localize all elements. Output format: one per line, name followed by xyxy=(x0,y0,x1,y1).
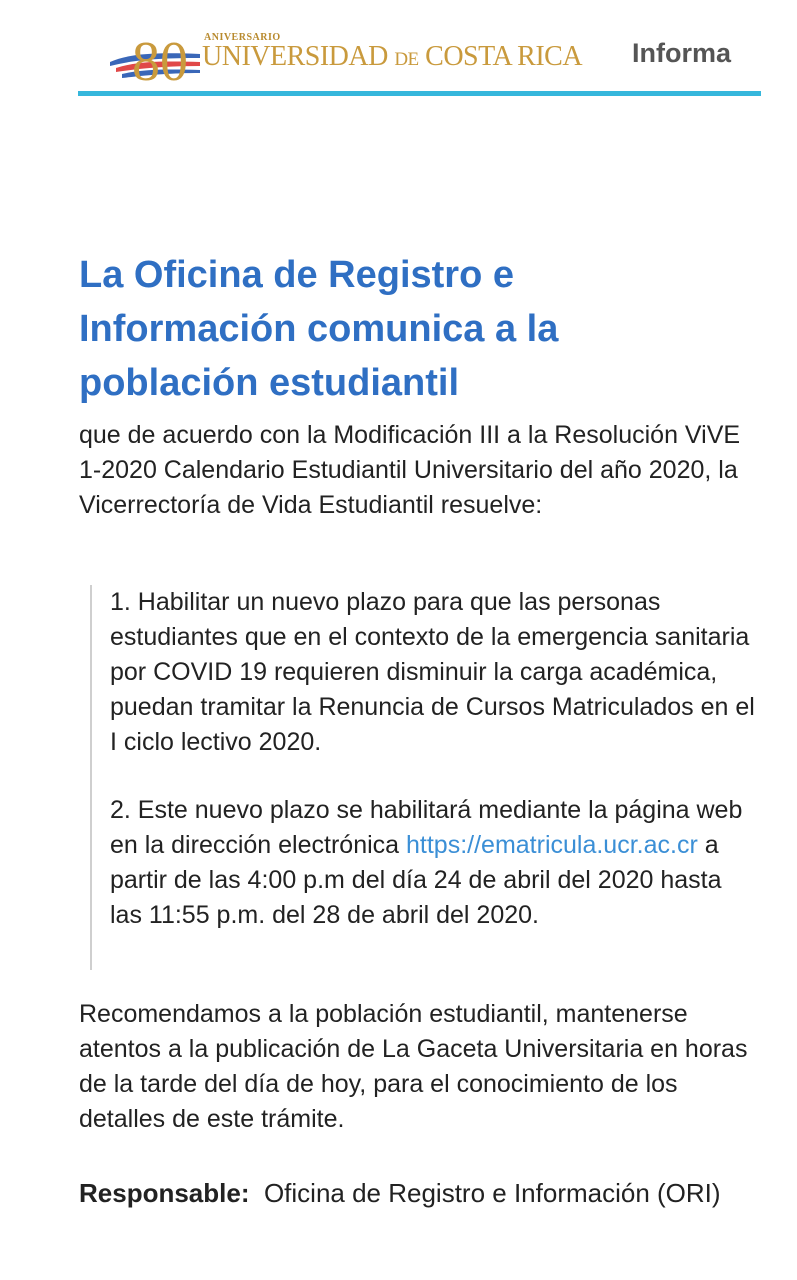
article-title: La Oficina de Registro e Información comunica a la población estudiantil xyxy=(79,254,559,404)
svg-text:80: 80 xyxy=(132,31,188,88)
logo-anniversary-text: ANIVERSARIO xyxy=(204,32,281,43)
item-2-text-before: 2. Este nuevo plazo se habilitará mediante la página web en la dirección electrónica xyxy=(110,796,743,859)
article-intro: que de acuerdo con la Modificación III a la Resolución ViVE 1-2020 Calendario Estudiantil Universitario del año 2020, la Vicerrectoría de Vida Estudiantil resuelve: xyxy=(79,421,741,519)
responsable-value: Oficina de Registro e Información (ORI) xyxy=(249,1178,721,1208)
ucr-80-aniversario-logo[interactable] xyxy=(108,28,583,88)
item-2-text-after: a partir de las 4:00 p.m del día 24 de abril del 2020 hasta las 11:55 p.m. del 28 de abril del 2020. xyxy=(110,831,722,929)
recommendation-paragraph: Recomendamos a la población estudiantil, mantenerse atentos a la publicación de La Gaceta Universitaria en horas de la tarde del día de hoy, para el conocimiento de los detalles de este trámite. xyxy=(79,1000,748,1133)
responsable-label: Responsable: xyxy=(79,1178,250,1208)
resolution-item-2 xyxy=(110,793,760,933)
header xyxy=(78,18,761,96)
anniversary-80-emblem xyxy=(108,28,203,88)
section-label-informa: Informa xyxy=(631,38,731,68)
ematricula-link[interactable]: https://ematricula.ucr.ac.cr xyxy=(406,831,698,859)
logo-university-name: UNIVERSIDAD DE COSTA RICA xyxy=(202,41,583,72)
resolution-item-1: 1. Habilitar un nuevo plazo para que las personas estudiantes que en el contexto de la emergencia sanitaria por COVID 19 requieren disminuir la carga académica, puedan tramitar la Renuncia de Cursos Matriculados en el I ciclo lectivo 2020. xyxy=(110,588,755,756)
header-divider xyxy=(78,91,761,96)
responsable-line xyxy=(79,1175,769,1211)
resolution-blockquote xyxy=(90,585,772,970)
